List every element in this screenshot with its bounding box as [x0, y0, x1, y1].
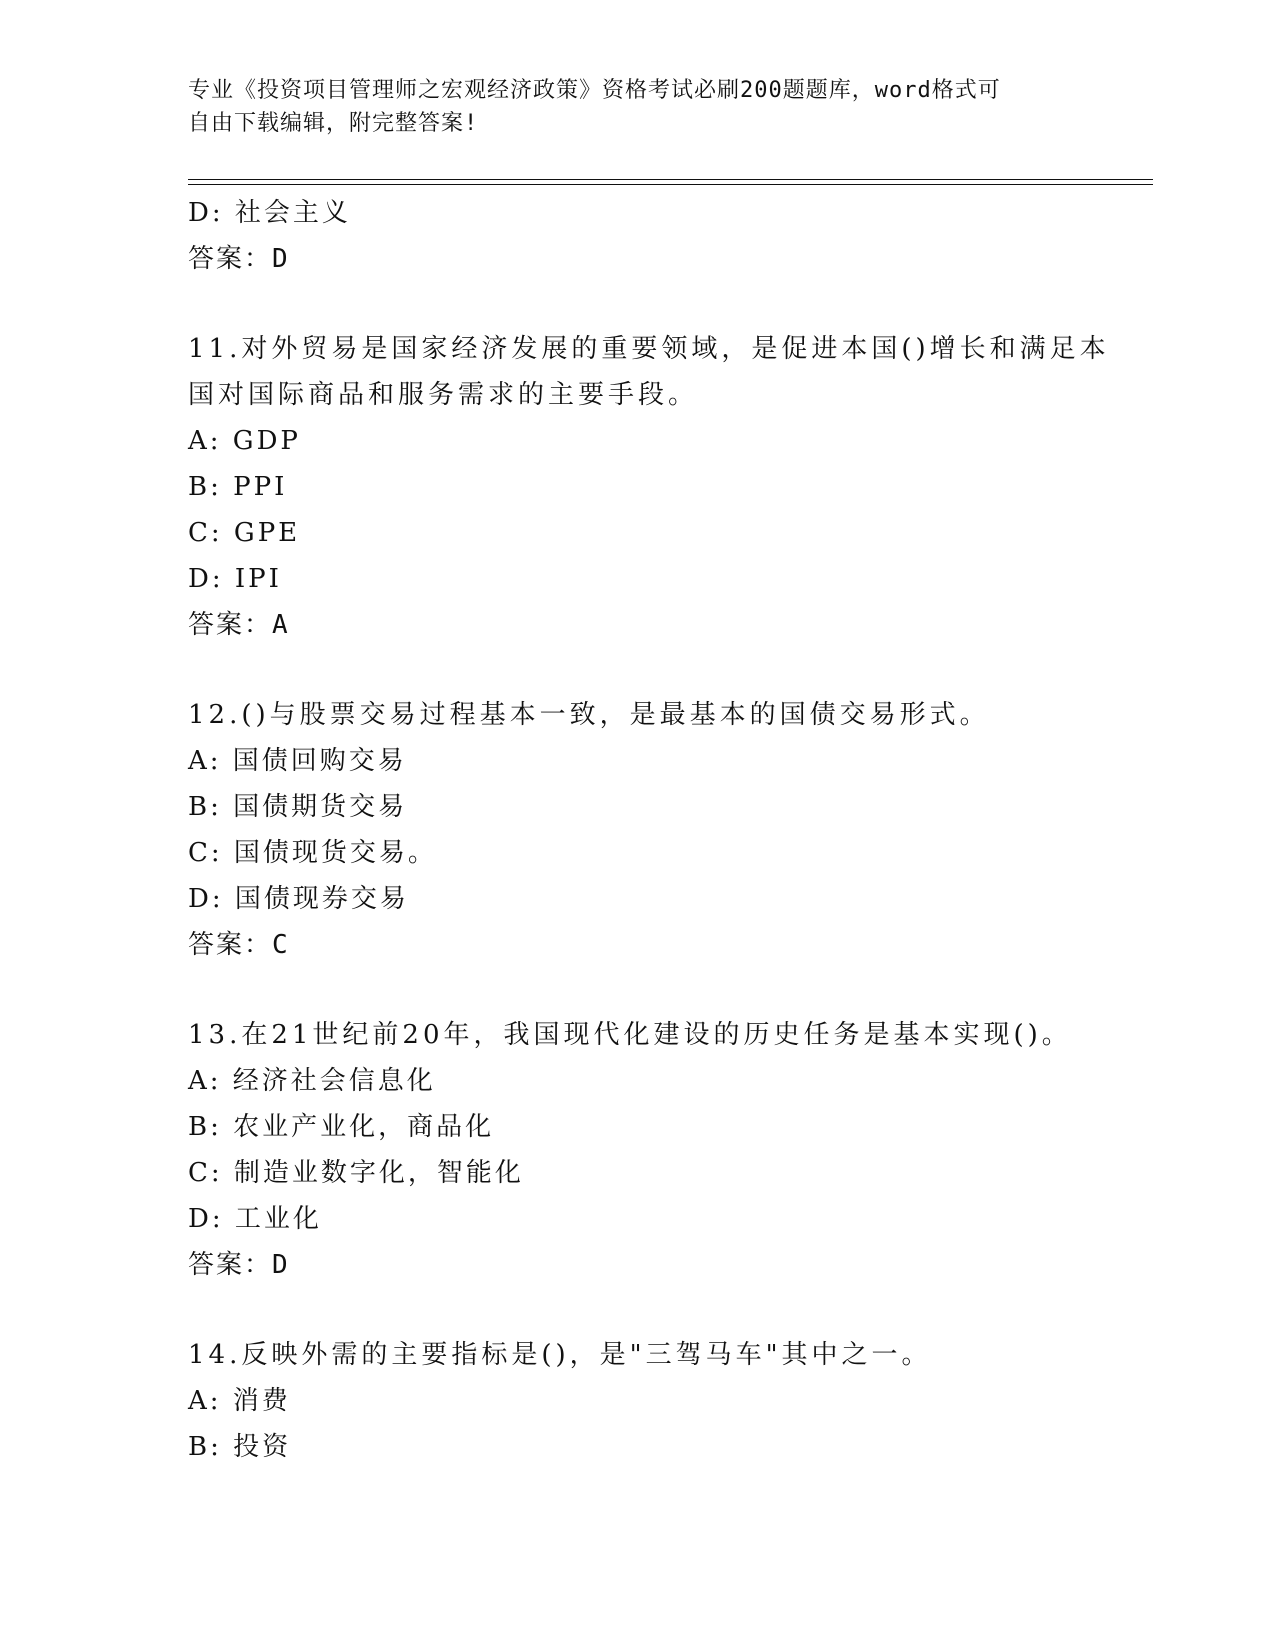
question-10-tail: [188, 190, 1108, 282]
question-text: 12.()与股票交易过程基本一致，是最基本的国债交易形式。: [188, 700, 990, 730]
header-line-1: 专业《投资项目管理师之宏观经济政策》资格考试必刷200题题库，word格式可: [188, 78, 1001, 103]
question-text: 14.反映外需的主要指标是()，是"三驾马车"其中之一。: [188, 1340, 932, 1370]
option-a: A: 经济社会信息化: [188, 1066, 436, 1096]
question-text-cont: 国对国际商品和服务需求的主要手段。: [188, 380, 699, 410]
option-c: C: GPE: [188, 518, 301, 548]
option-d: D: 工业化: [188, 1204, 322, 1234]
header-rule-top: [188, 179, 1153, 180]
question-11: [188, 326, 1108, 648]
question-13: [188, 1012, 1108, 1288]
option-d: D: 国债现券交易: [188, 884, 409, 914]
question-list: [188, 190, 1108, 1470]
option-b: B: 投资: [188, 1432, 292, 1462]
question-text: 11.对外贸易是国家经济发展的重要领域，是促进本国()增长和满足本: [188, 334, 1110, 364]
option-c: C: 国债现货交易。: [188, 838, 437, 868]
question-14: [188, 1332, 1108, 1470]
option-a: A: GDP: [188, 426, 301, 456]
option-d: D: 社会主义: [188, 198, 351, 228]
header-rule-bottom: [188, 184, 1153, 185]
answer: 答案：D: [188, 244, 290, 274]
question-text: 13.在21世纪前20年，我国现代化建设的历史任务是基本实现()。: [188, 1020, 1072, 1050]
answer: 答案：D: [188, 1250, 290, 1280]
answer: 答案：C: [188, 930, 290, 960]
option-b: B: 国债期货交易: [188, 792, 408, 822]
answer: 答案：A: [188, 610, 290, 640]
option-a: A: 消费: [188, 1386, 291, 1416]
option-c: C: 制造业数字化，智能化: [188, 1158, 524, 1188]
document-header: [188, 74, 1068, 140]
header-line-2: 自由下载编辑，附完整答案!: [188, 111, 479, 136]
option-b: B: PPI: [188, 472, 288, 502]
option-a: A: 国债回购交易: [188, 746, 407, 776]
option-b: B: 农业产业化，商品化: [188, 1112, 495, 1142]
question-12: [188, 692, 1108, 968]
option-d: D: IPI: [188, 564, 282, 594]
